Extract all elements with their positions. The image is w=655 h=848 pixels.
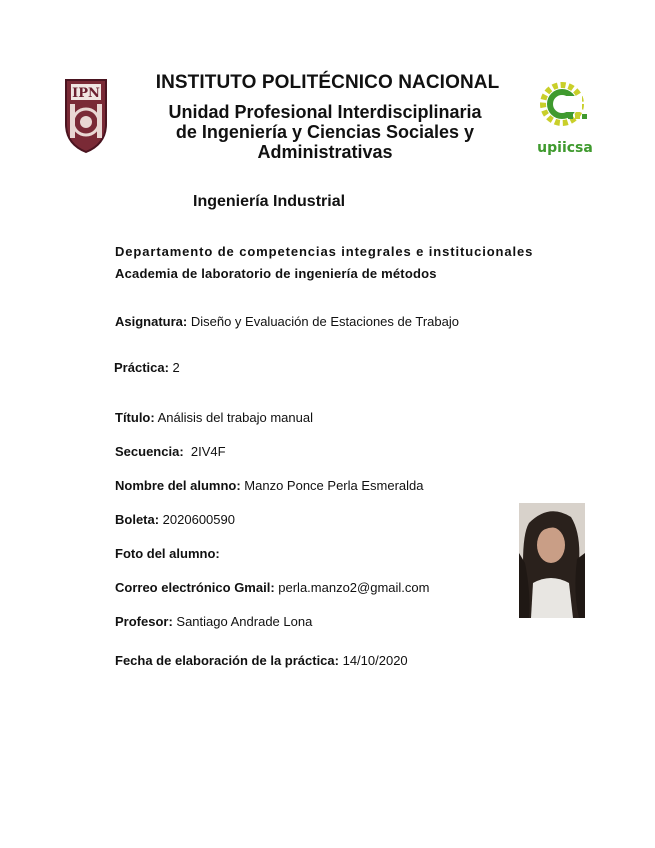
field-value: 14/10/2020 [338, 653, 408, 668]
unit-name-line3: Administrativas [257, 142, 393, 162]
field-profesor [115, 614, 312, 629]
field-label: Asignatura: [115, 314, 188, 329]
unit-name-line1: Unidad Profesional Interdisciplinaria [168, 102, 482, 122]
field-value: Manzo Ponce Perla Esmeralda [240, 478, 424, 493]
field-label: Profesor: [115, 614, 173, 629]
student-photo [519, 503, 585, 618]
field-value: Santiago Andrade Lona [172, 614, 313, 629]
upiicsa-logo-text: upiicsa [537, 140, 593, 156]
academy-line: Academia de laboratorio de ingeniería de métodos [115, 266, 437, 281]
field-value: 2020600590 [159, 512, 235, 527]
field-foto [115, 546, 220, 561]
field-practica [114, 360, 180, 375]
field-label: Fecha de elaboración de la práctica: [115, 653, 339, 668]
field-label: Título: [115, 410, 155, 425]
field-label: Foto del alumno: [115, 546, 220, 561]
field-value: perla.manzo2@gmail.com [274, 580, 430, 595]
department-line: Departamento de competencias integrales e institucionales [115, 244, 534, 259]
field-nombre [115, 478, 424, 493]
field-label: Correo electrónico Gmail: [115, 580, 275, 595]
svg-text:IPN: IPN [72, 86, 100, 101]
field-value: Diseño y Evaluación de Estaciones de Trabajo [187, 314, 459, 329]
field-value: 2IV4F [183, 444, 226, 459]
field-label: Práctica: [114, 360, 169, 375]
field-boleta [115, 512, 235, 527]
institution-title-text: INSTITUTO POLITÉCNICO NACIONAL [155, 72, 500, 93]
field-label: Boleta: [115, 512, 160, 527]
field-label: Secuencia: [115, 444, 184, 459]
field-titulo [115, 410, 313, 425]
unit-name [150, 102, 500, 162]
field-value: 2 [168, 360, 180, 375]
field-value: Análisis del trabajo manual [154, 410, 313, 425]
department-block [115, 241, 533, 285]
career-title: Ingeniería Industrial [193, 193, 346, 210]
field-secuencia [115, 444, 226, 459]
field-fecha [115, 653, 408, 668]
unit-name-line2: de Ingeniería y Ciencias Sociales y [175, 122, 475, 142]
field-label: Nombre del alumno: [115, 478, 241, 493]
institution-title [0, 72, 655, 94]
field-asignatura [115, 314, 459, 329]
field-correo [115, 580, 429, 595]
